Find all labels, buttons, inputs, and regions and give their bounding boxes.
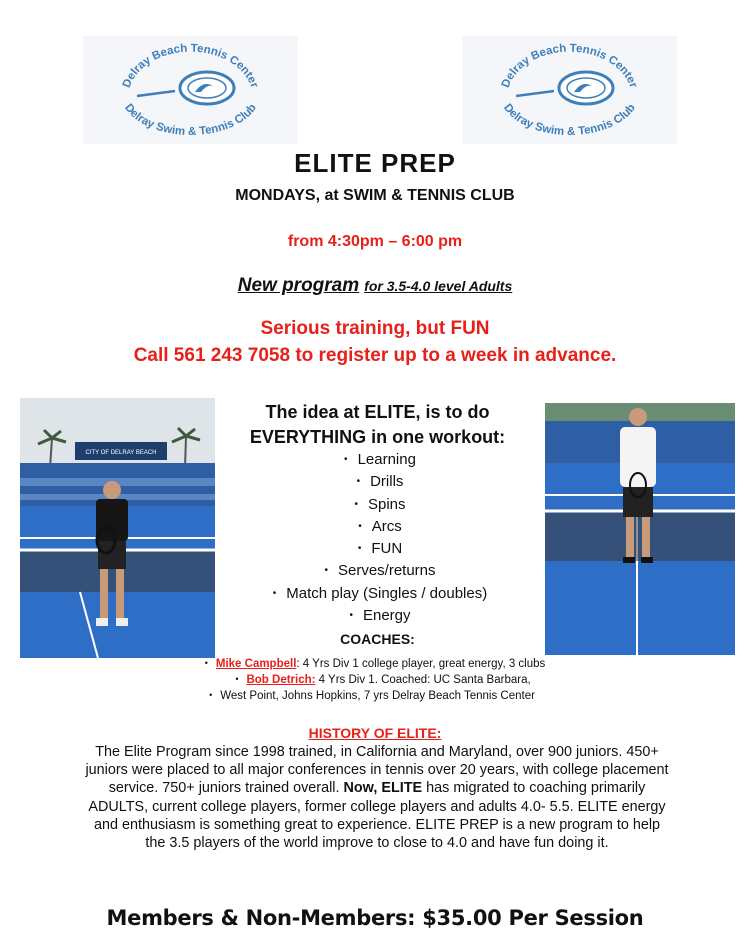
coach-photo-right bbox=[545, 403, 735, 655]
history-elite: ELITE bbox=[381, 780, 423, 797]
session-time: from 4:30pm – 6:00 pm bbox=[287, 233, 463, 250]
tennis-center-logo-left bbox=[83, 36, 298, 144]
coach-2-line: • Bob Detrich: 4 Yrs Div 1. Coached: UC Santa Barbara, bbox=[235, 674, 531, 686]
history-now: Now, bbox=[343, 780, 378, 797]
coach-2-desc: 4 Yrs Div 1. Coached: UC Santa Barbara, bbox=[315, 674, 531, 686]
tennis-center-logo-right bbox=[462, 36, 677, 144]
coach-1-name: Mike Campbell bbox=[215, 658, 297, 670]
list-item: • Serves/returns bbox=[210, 561, 550, 583]
idea-heading bbox=[205, 400, 550, 450]
list-item: • Learning bbox=[210, 450, 550, 472]
history-text-2: has migrated to coaching primarily ADULTS, current college players, former college players and adults 4.0- 5.5. ELITE energy and enthusiasm is something great to experience. ELITE PREP is a new program to help the 3.5 players of the world improve to close to 4.0 and have fun doing it. bbox=[88, 780, 666, 852]
page-title: ELITE PREP bbox=[294, 148, 456, 178]
new-program-label: New program bbox=[237, 275, 360, 296]
logo-top-text: Delray Beach Tennis Center bbox=[499, 42, 640, 90]
coach-2-name: Bob Detrich: bbox=[246, 674, 316, 686]
list-item: • FUN bbox=[210, 539, 550, 561]
page-subtitle: MONDAYS, at SWIM & TENNIS CLUB bbox=[235, 187, 515, 204]
logo-bottom-text: Delray Swim & Tennis Club bbox=[501, 101, 638, 139]
logo-bottom-text: Delray Swim & Tennis Club bbox=[122, 101, 259, 139]
coach-photo-left bbox=[20, 398, 215, 658]
tagline: Serious training, but FUN bbox=[260, 318, 490, 339]
list-item: • Match play (Singles / doubles) bbox=[210, 584, 550, 606]
price-line: Members & Non-Members: $35.00 Per Session bbox=[106, 906, 644, 930]
list-item: • Spins bbox=[210, 495, 550, 517]
new-program-detail: for 3.5-4.0 level Adults bbox=[364, 278, 513, 294]
list-item: • Energy bbox=[210, 606, 550, 628]
coaches-heading: COACHES: bbox=[340, 631, 415, 647]
call-to-register: Call 561 243 7058 to register up to a week in advance. bbox=[133, 345, 617, 366]
stadium-banner-text: CITY OF DELRAY BEACH bbox=[85, 450, 157, 456]
workout-list bbox=[210, 450, 550, 628]
coach-2-cont-line: • West Point, Johns Hopkins, 7 yrs Delray Beach Tennis Center bbox=[209, 690, 535, 702]
idea-line-1: The idea at ELITE, is to do bbox=[265, 402, 490, 422]
coach-1-desc: : 4 Yrs Div 1 college player, great energy, 3 clubs bbox=[296, 658, 546, 670]
idea-line-2: EVERYTHING in one workout: bbox=[249, 427, 506, 447]
history-text-1: The Elite Program since 1998 trained, in California and Maryland, over 900 juniors. 450+ juniors were placed to all major conferences in tennis over 20 years, with college placement service. 750+ juniors trained overall. bbox=[85, 744, 669, 797]
history-paragraph bbox=[82, 743, 672, 852]
new-program-line bbox=[0, 275, 750, 297]
svg-text:Delray Swim & Tennis Club bbox=[122, 102, 259, 138]
history-heading: HISTORY OF ELITE: bbox=[308, 725, 442, 741]
coach-2-cont: West Point, Johns Hopkins, 7 yrs Delray Beach Tennis Center bbox=[220, 690, 535, 702]
list-item: • Arcs bbox=[210, 517, 550, 539]
svg-text:Delray Swim & Tennis Club bbox=[501, 102, 638, 138]
list-item: • Drills bbox=[210, 472, 550, 494]
logo-top-text: Delray Beach Tennis Center bbox=[120, 42, 261, 90]
coach-1-line: • Mike Campbell: 4 Yrs Div 1 college player, great energy, 3 clubs bbox=[204, 658, 546, 670]
